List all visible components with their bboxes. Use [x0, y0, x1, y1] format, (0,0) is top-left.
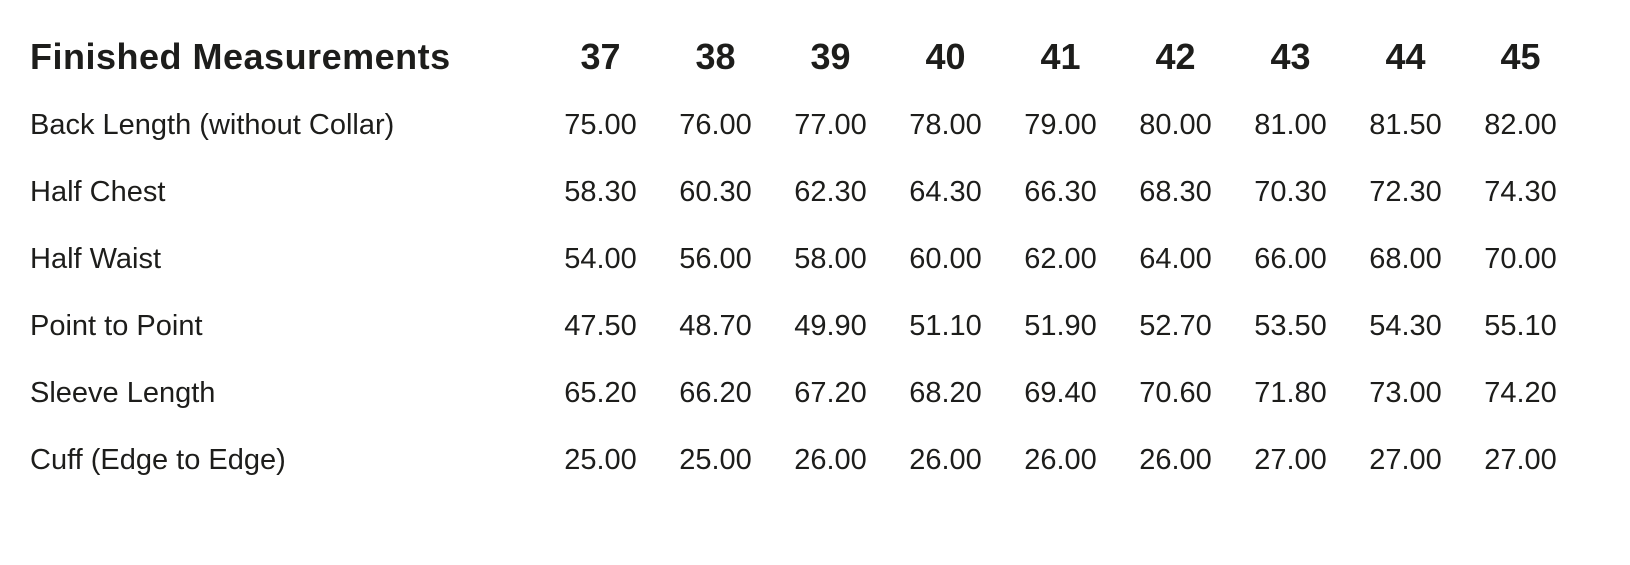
measurement-value: 49.90 [794, 310, 867, 342]
measurement-value: 60.30 [679, 176, 752, 208]
measurement-value: 66.30 [1024, 176, 1097, 208]
table-header-row [30, 22, 1578, 92]
measurement-value: 71.80 [1254, 377, 1327, 409]
row-label: Back Length (without Collar) [30, 109, 395, 141]
measurement-value: 27.00 [1484, 444, 1557, 476]
measurement-value: 74.30 [1484, 176, 1557, 208]
measurement-value: 64.00 [1139, 243, 1212, 275]
row-label: Point to Point [30, 310, 203, 342]
measurement-value: 48.70 [679, 310, 752, 342]
table-title: Finished Measurements [30, 36, 451, 77]
measurement-value: 26.00 [794, 444, 867, 476]
measurement-value: 68.20 [909, 377, 982, 409]
size-column-header: 42 [1155, 36, 1196, 77]
measurement-value: 27.00 [1254, 444, 1327, 476]
measurement-value: 79.00 [1024, 109, 1097, 141]
measurement-value: 68.30 [1139, 176, 1212, 208]
size-column-header: 40 [925, 36, 966, 77]
finished-measurements-table [30, 22, 1578, 494]
measurement-value: 68.00 [1369, 243, 1442, 275]
measurement-value: 47.50 [564, 310, 637, 342]
measurement-value: 58.00 [794, 243, 867, 275]
measurement-value: 54.30 [1369, 310, 1442, 342]
measurement-value: 51.10 [909, 310, 982, 342]
table-row [30, 159, 1578, 226]
size-column-header: 43 [1270, 36, 1311, 77]
measurement-value: 69.40 [1024, 377, 1097, 409]
measurement-value: 66.00 [1254, 243, 1327, 275]
measurement-value: 51.90 [1024, 310, 1097, 342]
measurement-value: 53.50 [1254, 310, 1327, 342]
measurement-value: 74.20 [1484, 377, 1557, 409]
table-row [30, 226, 1578, 293]
measurement-value: 66.20 [679, 377, 752, 409]
measurement-value: 25.00 [564, 444, 637, 476]
measurement-value: 80.00 [1139, 109, 1212, 141]
measurement-value: 70.00 [1484, 243, 1557, 275]
row-label: Cuff (Edge to Edge) [30, 444, 286, 476]
measurement-value: 65.20 [564, 377, 637, 409]
table-row [30, 360, 1578, 427]
measurement-value: 78.00 [909, 109, 982, 141]
row-label: Sleeve Length [30, 377, 216, 409]
size-column-header: 37 [580, 36, 621, 77]
table-row [30, 293, 1578, 360]
measurement-value: 26.00 [909, 444, 982, 476]
row-label: Half Chest [30, 176, 166, 208]
measurement-value: 62.30 [794, 176, 867, 208]
measurement-value: 55.10 [1484, 310, 1557, 342]
measurement-value: 73.00 [1369, 377, 1442, 409]
measurement-value: 56.00 [679, 243, 752, 275]
measurement-value: 54.00 [564, 243, 637, 275]
measurement-value: 82.00 [1484, 109, 1557, 141]
measurement-value: 26.00 [1139, 444, 1212, 476]
measurement-value: 70.30 [1254, 176, 1327, 208]
measurement-value: 70.60 [1139, 377, 1212, 409]
measurement-value: 76.00 [679, 109, 752, 141]
size-column-header: 45 [1500, 36, 1541, 77]
measurement-value: 81.50 [1369, 109, 1442, 141]
measurement-value: 67.20 [794, 377, 867, 409]
row-label: Half Waist [30, 243, 162, 275]
measurement-value: 77.00 [794, 109, 867, 141]
size-column-header: 44 [1385, 36, 1426, 77]
measurement-value: 64.30 [909, 176, 982, 208]
table-row [30, 92, 1578, 159]
measurement-value: 81.00 [1254, 109, 1327, 141]
measurement-value: 58.30 [564, 176, 637, 208]
size-column-header: 41 [1040, 36, 1081, 77]
measurement-value: 72.30 [1369, 176, 1442, 208]
size-column-header: 38 [695, 36, 736, 77]
measurement-value: 25.00 [679, 444, 752, 476]
measurement-value: 26.00 [1024, 444, 1097, 476]
size-column-header: 39 [810, 36, 851, 77]
measurement-value: 60.00 [909, 243, 982, 275]
measurement-value: 62.00 [1024, 243, 1097, 275]
measurement-value: 75.00 [564, 109, 637, 141]
measurement-value: 27.00 [1369, 444, 1442, 476]
measurement-value: 52.70 [1139, 310, 1212, 342]
table-row [30, 427, 1578, 494]
